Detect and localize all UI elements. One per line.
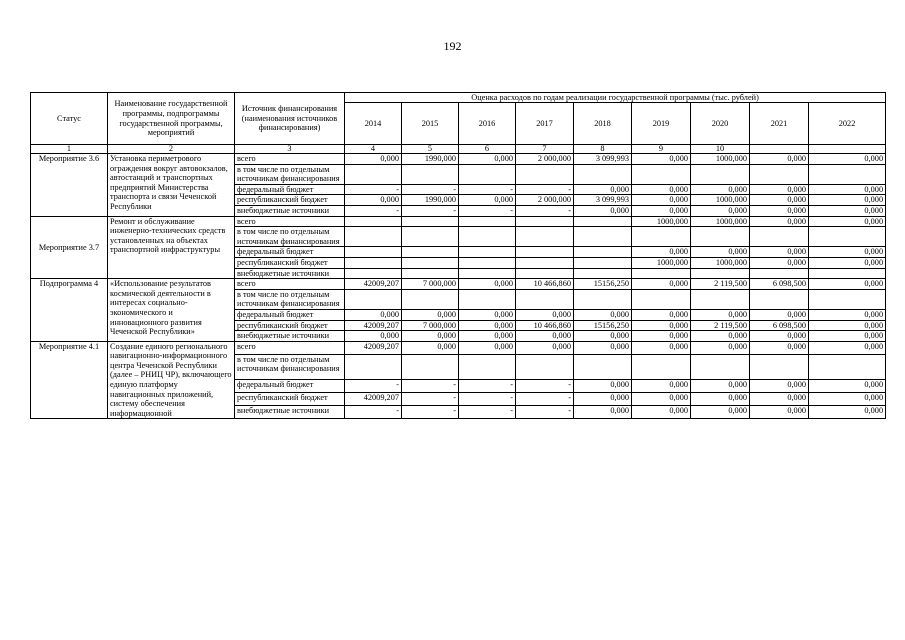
value-cell — [402, 268, 459, 279]
value-cell: - — [459, 205, 516, 216]
row-source: всего — [235, 154, 345, 165]
value-cell: 0,000 — [809, 247, 886, 258]
value-cell: - — [345, 184, 402, 195]
value-cell — [809, 227, 886, 247]
header-status: Статус — [31, 93, 108, 145]
value-cell: 0,000 — [809, 205, 886, 216]
value-cell — [345, 164, 402, 184]
value-cell — [516, 247, 574, 258]
value-cell: 0,000 — [516, 331, 574, 342]
value-cell: 0,000 — [809, 379, 886, 392]
row-status: Подпрограмма 4 — [31, 279, 108, 342]
value-cell — [402, 227, 459, 247]
value-cell — [809, 354, 886, 379]
row-source: всего — [235, 279, 345, 290]
row-source: всего — [235, 341, 345, 354]
value-cell: 0,000 — [750, 247, 809, 258]
value-cell — [459, 164, 516, 184]
value-cell: 0,000 — [459, 320, 516, 331]
row-source: внебюджетные источники — [235, 331, 345, 342]
value-cell — [750, 268, 809, 279]
value-cell: - — [459, 406, 516, 419]
value-cell: 0,000 — [691, 406, 750, 419]
value-cell: - — [516, 406, 574, 419]
value-cell — [516, 268, 574, 279]
value-cell: - — [459, 393, 516, 406]
value-cell: 15156,250 — [574, 279, 632, 290]
column-number: 2 — [108, 145, 235, 154]
value-cell — [402, 216, 459, 227]
value-cell: 0,000 — [691, 205, 750, 216]
value-cell: 0,000 — [459, 154, 516, 165]
year-2014: 2014 — [345, 103, 402, 145]
value-cell: 0,000 — [345, 154, 402, 165]
value-cell: 0,000 — [574, 406, 632, 419]
value-cell: - — [402, 184, 459, 195]
value-cell: 6 098,500 — [750, 320, 809, 331]
value-cell: 1000,000 — [691, 154, 750, 165]
value-cell — [750, 289, 809, 309]
header-row — [31, 93, 886, 103]
value-cell — [345, 268, 402, 279]
column-number: 1 — [31, 145, 108, 154]
value-cell — [459, 354, 516, 379]
value-cell: 0,000 — [691, 184, 750, 195]
value-cell: 0,000 — [809, 309, 886, 320]
value-cell — [691, 289, 750, 309]
header-source: Источник финансирования (наименования источников финансирования) — [235, 93, 345, 145]
column-number: 7 — [516, 145, 574, 154]
value-cell — [574, 227, 632, 247]
value-cell: 3 099,993 — [574, 154, 632, 165]
value-cell: 0,000 — [750, 406, 809, 419]
value-cell — [632, 354, 691, 379]
value-cell: 0,000 — [632, 195, 691, 206]
value-cell: 0,000 — [632, 247, 691, 258]
value-cell: 0,000 — [632, 184, 691, 195]
value-cell — [574, 216, 632, 227]
value-cell: - — [516, 184, 574, 195]
row-name: Установка периметрового ограждения вокруг автовокзалов, автостанций и транспортных предприятий Министерства транспорта и связи Чеченской Республики — [108, 154, 235, 217]
value-cell: 0,000 — [809, 406, 886, 419]
value-cell: - — [402, 393, 459, 406]
value-cell: 0,000 — [632, 393, 691, 406]
value-cell: 42009,207 — [345, 279, 402, 290]
value-cell — [809, 164, 886, 184]
value-cell: 0,000 — [809, 257, 886, 268]
column-number: 10 — [691, 145, 750, 154]
value-cell: 0,000 — [691, 341, 750, 354]
value-cell — [516, 354, 574, 379]
value-cell: 0,000 — [750, 379, 809, 392]
column-number: 3 — [235, 145, 345, 154]
value-cell — [459, 216, 516, 227]
value-cell: 0,000 — [402, 331, 459, 342]
value-cell: 42009,207 — [345, 320, 402, 331]
row-source: внебюджетные источники — [235, 205, 345, 216]
column-number — [750, 145, 809, 154]
value-cell: 0,000 — [750, 216, 809, 227]
row-source: республиканский бюджет — [235, 257, 345, 268]
value-cell: 0,000 — [750, 205, 809, 216]
value-cell: - — [345, 205, 402, 216]
value-cell: 0,000 — [809, 279, 886, 290]
value-cell: 0,000 — [809, 331, 886, 342]
value-cell: 10 466,860 — [516, 279, 574, 290]
header-estimate: Оценка расходов по годам реализации государственной программы (тыс. рублей) — [345, 93, 886, 103]
value-cell: 0,000 — [459, 341, 516, 354]
value-cell — [402, 289, 459, 309]
value-cell: 0,000 — [632, 205, 691, 216]
value-cell — [574, 164, 632, 184]
value-cell: 0,000 — [632, 341, 691, 354]
value-cell — [402, 247, 459, 258]
row-source: внебюджетные источники — [235, 406, 345, 419]
page-number: 192 — [443, 39, 462, 53]
value-cell: 0,000 — [574, 331, 632, 342]
value-cell: - — [345, 379, 402, 392]
value-cell: 2 119,500 — [691, 279, 750, 290]
row-source: в том числе по отдельным источникам финансирования — [235, 164, 345, 184]
value-cell: 0,000 — [691, 331, 750, 342]
value-cell: 0,000 — [345, 309, 402, 320]
value-cell: 0,000 — [632, 154, 691, 165]
value-cell: - — [345, 406, 402, 419]
year-2021: 2021 — [750, 103, 809, 145]
value-cell — [459, 289, 516, 309]
row-source: всего — [235, 216, 345, 227]
value-cell: 2 119,500 — [691, 320, 750, 331]
value-cell — [459, 247, 516, 258]
value-cell: 15156,250 — [574, 320, 632, 331]
row-source: в том числе по отдельным источникам финансирования — [235, 227, 345, 247]
value-cell: 7 000,000 — [402, 320, 459, 331]
value-cell: 0,000 — [574, 341, 632, 354]
row-source: республиканский бюджет — [235, 320, 345, 331]
value-cell — [345, 227, 402, 247]
value-cell — [345, 257, 402, 268]
value-cell: 0,000 — [402, 341, 459, 354]
value-cell — [691, 354, 750, 379]
year-2018: 2018 — [574, 103, 632, 145]
value-cell: 0,000 — [809, 195, 886, 206]
row-source: республиканский бюджет — [235, 195, 345, 206]
table-row — [31, 341, 886, 354]
value-cell — [516, 216, 574, 227]
value-cell — [809, 268, 886, 279]
row-source: в том числе по отдельным источникам финансирования — [235, 289, 345, 309]
row-status: Мероприятие 3.6 — [31, 154, 108, 217]
value-cell: 0,000 — [750, 154, 809, 165]
value-cell: 0,000 — [750, 331, 809, 342]
row-name: Ремонт и обслуживание инженерно-технических средств установленных на объектах транспортной инфраструктуры — [108, 216, 235, 279]
value-cell: 0,000 — [459, 331, 516, 342]
table-row — [31, 279, 886, 290]
value-cell: 0,000 — [574, 309, 632, 320]
value-cell: 0,000 — [345, 331, 402, 342]
value-cell: 0,000 — [809, 184, 886, 195]
value-cell — [750, 164, 809, 184]
value-cell: 0,000 — [574, 393, 632, 406]
year-2022: 2022 — [809, 103, 886, 145]
column-number: 4 — [345, 145, 402, 154]
value-cell: 0,000 — [809, 341, 886, 354]
value-cell: 0,000 — [809, 393, 886, 406]
column-number: 8 — [574, 145, 632, 154]
value-cell — [345, 216, 402, 227]
value-cell: 0,000 — [750, 341, 809, 354]
value-cell: 0,000 — [750, 184, 809, 195]
value-cell: 2 000,000 — [516, 154, 574, 165]
value-cell: - — [459, 379, 516, 392]
value-cell: - — [459, 184, 516, 195]
value-cell: 42009,207 — [345, 393, 402, 406]
value-cell: 3 099,993 — [574, 195, 632, 206]
value-cell: 0,000 — [632, 379, 691, 392]
value-cell — [691, 164, 750, 184]
value-cell — [750, 227, 809, 247]
header-name: Наименование государственной программы, подпрограммы государственной программы, мероприятий — [108, 93, 235, 145]
column-numbers-row — [31, 145, 886, 154]
row-status: Мероприятие 3.7 — [31, 216, 108, 279]
value-cell — [516, 289, 574, 309]
value-cell — [574, 268, 632, 279]
value-cell: 0,000 — [809, 320, 886, 331]
budget-table — [30, 92, 886, 419]
row-name: «Использование результатов космической деятельности в интересах социально-экономического и инновационного развития Чеченской Республики» — [108, 279, 235, 342]
year-2015: 2015 — [402, 103, 459, 145]
value-cell: 2 000,000 — [516, 195, 574, 206]
value-cell — [345, 247, 402, 258]
value-cell: 42009,207 — [345, 341, 402, 354]
column-number: 5 — [402, 145, 459, 154]
value-cell — [632, 164, 691, 184]
row-source: республиканский бюджет — [235, 393, 345, 406]
value-cell: 0,000 — [691, 247, 750, 258]
value-cell — [516, 227, 574, 247]
year-2020: 2020 — [691, 103, 750, 145]
value-cell — [691, 268, 750, 279]
value-cell — [574, 289, 632, 309]
value-cell: 0,000 — [632, 331, 691, 342]
value-cell: 0,000 — [632, 309, 691, 320]
value-cell: 0,000 — [750, 393, 809, 406]
value-cell: 1000,000 — [691, 257, 750, 268]
row-source: федеральный бюджет — [235, 247, 345, 258]
value-cell: 0,000 — [750, 309, 809, 320]
value-cell: 0,000 — [459, 279, 516, 290]
value-cell: 0,000 — [402, 309, 459, 320]
row-source: внебюджетные источники — [235, 268, 345, 279]
year-2019: 2019 — [632, 103, 691, 145]
value-cell: - — [516, 379, 574, 392]
value-cell — [809, 289, 886, 309]
value-cell: 0,000 — [574, 205, 632, 216]
value-cell — [345, 289, 402, 309]
value-cell: 0,000 — [750, 195, 809, 206]
value-cell: 0,000 — [809, 216, 886, 227]
value-cell: 1000,000 — [691, 195, 750, 206]
value-cell — [516, 257, 574, 268]
value-cell: 0,000 — [691, 379, 750, 392]
value-cell: 0,000 — [459, 195, 516, 206]
value-cell: 0,000 — [691, 309, 750, 320]
value-cell: 6 098,500 — [750, 279, 809, 290]
row-source: федеральный бюджет — [235, 309, 345, 320]
value-cell — [574, 257, 632, 268]
value-cell: 0,000 — [574, 379, 632, 392]
value-cell: - — [516, 393, 574, 406]
value-cell: 1990,000 — [402, 154, 459, 165]
row-source: в том числе по отдельным источникам финансирования — [235, 354, 345, 379]
value-cell: 0,000 — [574, 184, 632, 195]
value-cell — [459, 257, 516, 268]
value-cell: 7 000,000 — [402, 279, 459, 290]
value-cell: - — [402, 205, 459, 216]
value-cell — [516, 164, 574, 184]
value-cell — [345, 354, 402, 379]
column-number: 9 — [632, 145, 691, 154]
value-cell: 0,000 — [750, 257, 809, 268]
value-cell: 10 466,860 — [516, 320, 574, 331]
value-cell: 0,000 — [345, 195, 402, 206]
value-cell — [632, 268, 691, 279]
value-cell — [574, 354, 632, 379]
value-cell — [402, 164, 459, 184]
value-cell — [632, 227, 691, 247]
value-cell: 1990,000 — [402, 195, 459, 206]
value-cell — [402, 257, 459, 268]
table-row — [31, 154, 886, 165]
value-cell: 0,000 — [516, 309, 574, 320]
value-cell — [750, 354, 809, 379]
row-source: федеральный бюджет — [235, 379, 345, 392]
value-cell: - — [402, 406, 459, 419]
value-cell: 1000,000 — [691, 216, 750, 227]
value-cell: 0,000 — [632, 279, 691, 290]
value-cell: - — [516, 205, 574, 216]
value-cell: 0,000 — [691, 393, 750, 406]
value-cell: 0,000 — [632, 320, 691, 331]
value-cell: 0,000 — [809, 154, 886, 165]
value-cell — [459, 227, 516, 247]
year-2016: 2016 — [459, 103, 516, 145]
value-cell — [632, 289, 691, 309]
value-cell: 1000,000 — [632, 216, 691, 227]
row-source: федеральный бюджет — [235, 184, 345, 195]
year-2017: 2017 — [516, 103, 574, 145]
column-number: 6 — [459, 145, 516, 154]
value-cell: 1000,000 — [632, 257, 691, 268]
value-cell: 0,000 — [459, 309, 516, 320]
value-cell: - — [402, 379, 459, 392]
value-cell: 0,000 — [632, 406, 691, 419]
row-name: Создание единого регионального навигационно-информационного центра Чеченской Республики (далее – РНИЦ ЧР), включающего единую платформу навигационных приложений, систему обеспечения информационной — [108, 341, 235, 419]
column-number — [809, 145, 886, 154]
value-cell — [574, 247, 632, 258]
value-cell — [402, 354, 459, 379]
row-status: Мероприятие 4.1 — [31, 341, 108, 419]
value-cell — [459, 268, 516, 279]
value-cell — [691, 227, 750, 247]
value-cell: 0,000 — [516, 341, 574, 354]
table-row — [31, 216, 886, 227]
